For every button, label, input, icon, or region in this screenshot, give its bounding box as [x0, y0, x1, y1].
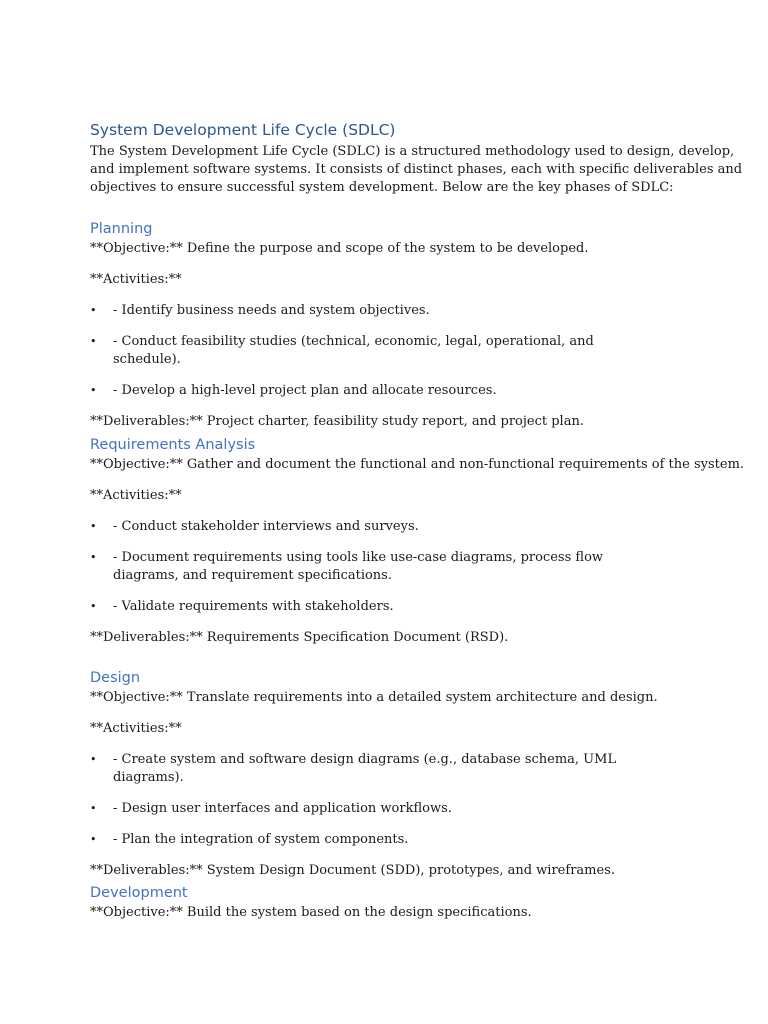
activities-list [90, 751, 690, 849]
activities-label: **Activities:** [90, 721, 182, 736]
activities-list [90, 302, 690, 400]
list-item [90, 598, 690, 616]
activities-list [90, 518, 690, 616]
objective-text: **Objective:** Build the system based on the design specifications. [90, 905, 532, 920]
bullet-icon: • [90, 600, 97, 613]
section-planning [90, 220, 690, 431]
list-item-text: - Design user interfaces and application workflows. [113, 801, 452, 816]
list-item-text: - Develop a high-level project plan and allocate resources. [113, 383, 497, 398]
list-item-text: - Document requirements using tools like use-case diagrams, process flow diagrams, and requirement specifications. [113, 550, 604, 583]
intro-line: objectives to ensure successful system development. Below are the key phases of SDLC: [90, 180, 674, 195]
list-item [90, 333, 690, 369]
document-title: System Development Life Cycle (SDLC) [90, 121, 396, 139]
list-item [90, 751, 690, 787]
list-item [90, 302, 690, 320]
section-development [90, 884, 690, 922]
bullet-icon: • [90, 520, 97, 533]
deliverables-text: **Deliverables:** Requirements Specification Document (RSD). [90, 630, 509, 645]
list-item [90, 831, 690, 849]
intro-paragraph [90, 143, 743, 197]
list-item [90, 800, 690, 818]
list-item [90, 382, 690, 400]
objective-text: **Objective:** Translate requirements into a detailed system architecture and design. [90, 690, 658, 705]
list-item-text: - Conduct stakeholder interviews and surveys. [113, 519, 419, 534]
section-design [90, 669, 690, 880]
list-item-text: - Conduct feasibility studies (technical, economic, legal, operational, and schedule). [113, 334, 594, 367]
activities-label: **Activities:** [90, 488, 182, 503]
list-item [90, 549, 690, 585]
list-item [90, 518, 690, 536]
section-heading: Planning [90, 221, 153, 237]
deliverables-text: **Deliverables:** System Design Document (SDD), prototypes, and wireframes. [90, 863, 615, 878]
deliverables-text: **Deliverables:** Project charter, feasibility study report, and project plan. [90, 414, 584, 429]
section-requirements-analysis [90, 436, 745, 647]
objective-text: **Objective:** Define the purpose and scope of the system to be developed. [90, 241, 589, 256]
objective-text: **Objective:** Gather and document the functional and non-functional requirements of the system. [90, 457, 745, 472]
section-heading: Design [90, 670, 141, 686]
bullet-icon: • [90, 335, 97, 348]
bullet-icon: • [90, 802, 97, 815]
bullet-icon: • [90, 551, 97, 564]
list-item-text: - Identify business needs and system objectives. [113, 303, 430, 318]
intro-line: The System Development Life Cycle (SDLC) is a structured methodology used to design, develop, [90, 144, 735, 159]
intro-line: and implement software systems. It consists of distinct phases, each with specific deliverables and [90, 162, 743, 177]
section-heading: Development [90, 885, 188, 901]
bullet-icon: • [90, 833, 97, 846]
bullet-icon: • [90, 384, 97, 397]
bullet-icon: • [90, 304, 97, 317]
list-item-text: - Plan the integration of system components. [113, 832, 409, 847]
list-item-text: - Validate requirements with stakeholders. [113, 599, 394, 614]
list-item-text: - Create system and software design diagrams (e.g., database schema, UML diagrams). [113, 752, 617, 785]
bullet-icon: • [90, 753, 97, 766]
activities-label: **Activities:** [90, 272, 182, 287]
section-heading: Requirements Analysis [90, 437, 256, 453]
